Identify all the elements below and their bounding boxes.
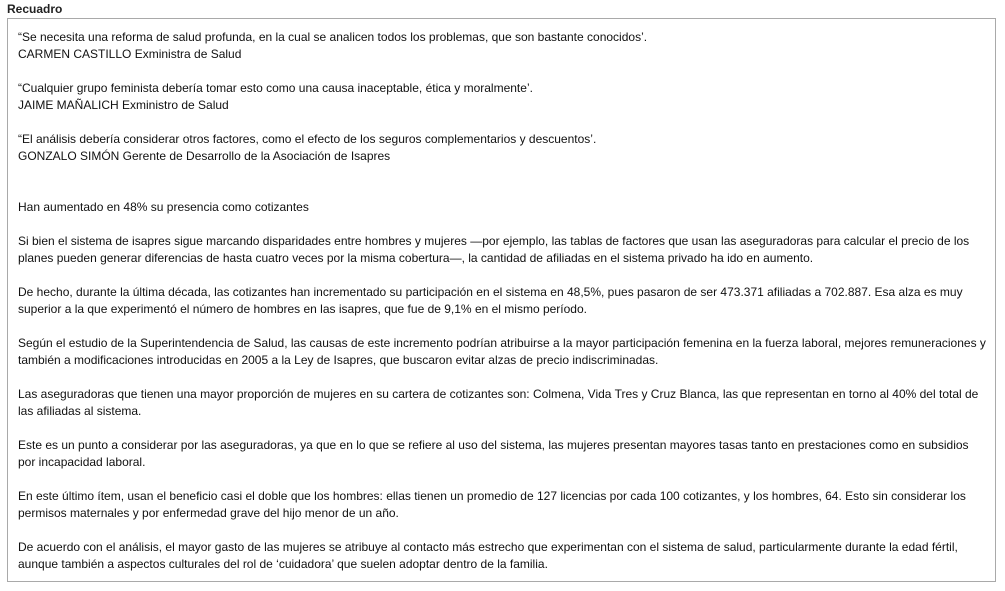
- article-paragraph: En este último ítem, usan el beneficio casi el doble que los hombres: ellas tienen un promedio de 127 licencias por cada 100 cotizantes, y los hombres, 64. Esto sin considerar los permisos maternales y por enfermedad grave del hijo menor de un año.: [18, 489, 966, 520]
- article-paragraph: Este es un punto a considerar por las aseguradoras, ya que en lo que se refiere al uso del sistema, las mujeres presentan mayores tasas tanto en prestaciones como en subsidios por incapacidad laboral.: [18, 438, 969, 469]
- recuadro-box: [7, 18, 996, 582]
- quote-block-2: [18, 80, 987, 114]
- quote-attribution: CARMEN CASTILLO Exministra de Salud: [18, 47, 242, 61]
- quote-text: “El análisis debería considerar otros factores, como el efecto de los seguros complementarios y descuentos’.: [18, 132, 597, 146]
- article-paragraph: De acuerdo con el análisis, el mayor gasto de las mujeres se atribuye al contacto más estrecho que experimentan con el sistema de salud, particularmente durante la edad fértil, aunque también a aspectos culturales del rol de ‘cuidadora’ que suelen adoptar dentro de la familia.: [18, 540, 958, 571]
- article-paragraph: De hecho, durante la última década, las cotizantes han incrementado su participación en el sistema en 48,5%, pues pasaron de ser 473.371 afiliadas a 702.887. Esa alza es muy superior a la que experimentó el número de hombres en las isapres, que fue de 9,1% en el mismo período.: [18, 285, 963, 316]
- quote-block-3: [18, 131, 987, 165]
- article-paragraph: Las aseguradoras que tienen una mayor proporción de mujeres en su cartera de cotizantes son: Colmena, Vida Tres y Cruz Blanca, las que representan en torno al 40% del total de las afiliadas al sistema.: [18, 387, 979, 418]
- quote-text: “Se necesita una reforma de salud profunda, en la cual se analicen todos los problemas, que son bastante conocidos’.: [18, 30, 648, 44]
- article-paragraph: Si bien el sistema de isapres sigue marcando disparidades entre hombres y mujeres —por ejemplo, las tablas de factores que usan las aseguradoras para calcular el precio de los planes pueden generar diferencias de hasta cuatro veces por la misma cobertura—, la cantidad de afiliadas en el sistema privado ha ido en aumento.: [18, 234, 970, 265]
- quote-block-1: [18, 29, 987, 63]
- quote-attribution: GONZALO SIMÓN Gerente de Desarrollo de la Asociación de Isapres: [18, 149, 391, 163]
- quote-text: “Cualquier grupo feminista debería tomar esto como una causa inaceptable, ética y moralmente’.: [18, 81, 533, 95]
- quote-attribution: JAIME MAÑALICH Exministro de Salud: [18, 98, 229, 112]
- article-subtitle: Han aumentado en 48% su presencia como cotizantes: [18, 200, 309, 214]
- box-heading: Recuadro: [7, 2, 63, 16]
- article-paragraph: Según el estudio de la Superintendencia de Salud, las causas de este incremento podrían atribuirse a la mayor participación femenina en la fuerza laboral, mejores remuneraciones y también a modificaciones introducidas en 2005 a la Ley de Isapres, que buscaron evitar alzas de precio indiscriminadas.: [18, 336, 986, 367]
